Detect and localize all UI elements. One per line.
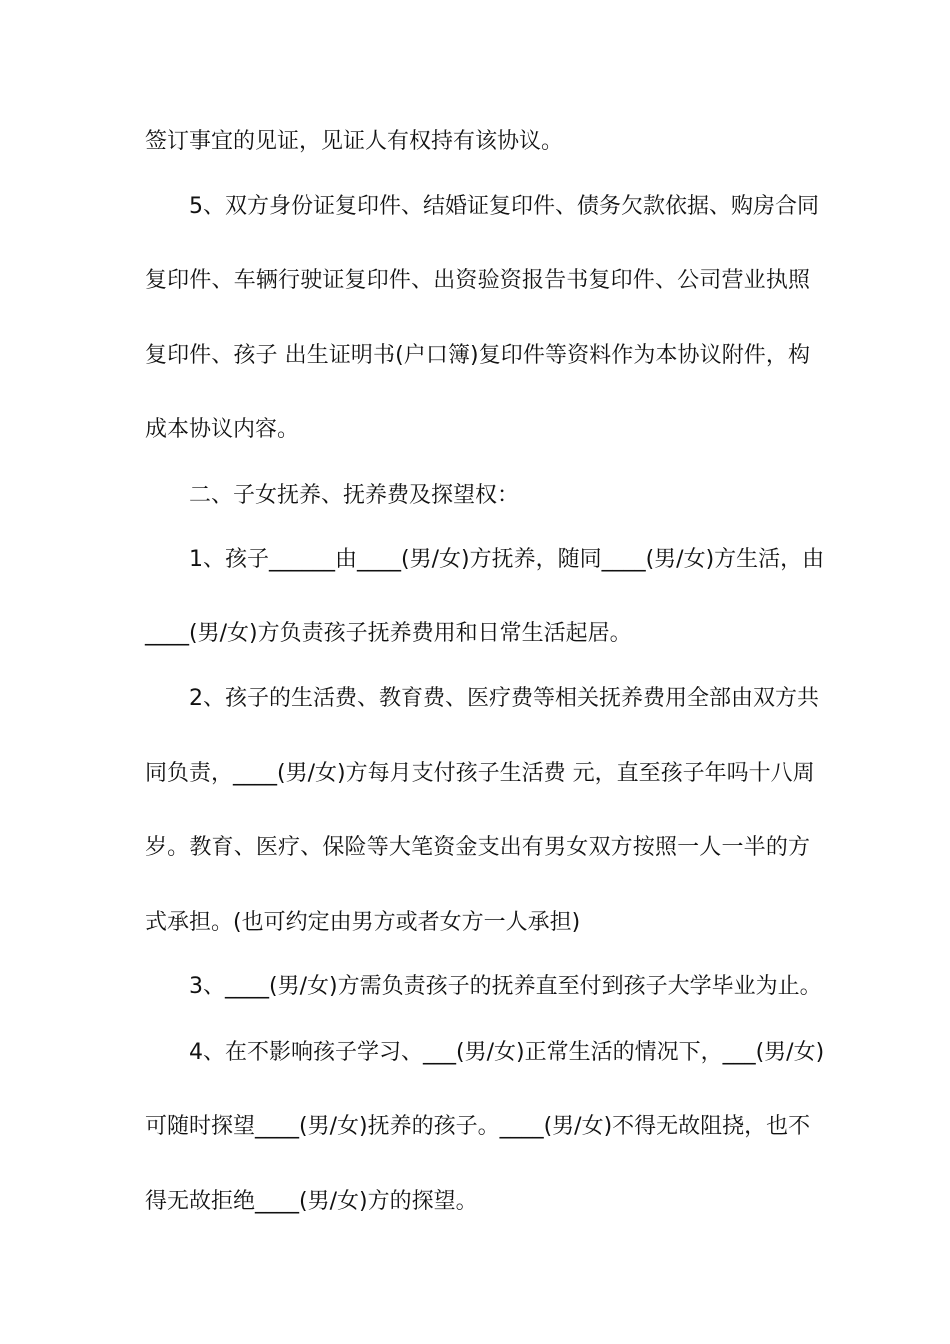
text-line: 同负责，____(男/女)方每月支付孩子生活费 元，直至孩子年吗十八周: [145, 761, 815, 786]
text-line: 复印件、孩子 出生证明书(户口簿)复印件等资料作为本协议附件，构: [145, 343, 810, 368]
text-line: 式承担。(也可约定由男方或者女方一人承担): [145, 910, 581, 935]
text-line: 成本协议内容。: [145, 417, 300, 442]
text-line: 1、孩子______由____(男/女)方抚养，随同____(男/女)方生活，由: [189, 547, 825, 572]
text-line: 签订事宜的见证，见证人有权持有该协议。: [145, 129, 564, 154]
text-line: ____(男/女)方负责孩子抚养费用和日常生活起居。: [145, 621, 632, 646]
text-line: 复印件、车辆行驶证复印件、出资验资报告书复印件、公司营业执照: [145, 268, 810, 293]
text-line: 可随时探望____(男/女)抚养的孩子。____(男/女)不得无故阻挠，也不: [145, 1114, 811, 1139]
text-line: 5、双方身份证复印件、结婚证复印件、债务欠款依据、购房合同: [189, 194, 819, 219]
text-line: 4、在不影响孩子学习、___(男/女)正常生活的情况下，___(男/女): [189, 1040, 825, 1065]
text-line: 2、孩子的生活费、教育费、医疗费等相关抚养费用全部由双方共: [189, 686, 819, 711]
text-line: 得无故拒绝____(男/女)方的探望。: [145, 1189, 478, 1214]
section-heading: 二、子女抚养、抚养费及探望权：: [189, 483, 520, 508]
text-line: 3、____(男/女)方需负责孩子的抚养直至付到孩子大学毕业为止。: [189, 974, 822, 999]
text-line: 岁。教育、医疗、保险等大笔资金支出有男女双方按照一人一半的方: [145, 835, 810, 860]
